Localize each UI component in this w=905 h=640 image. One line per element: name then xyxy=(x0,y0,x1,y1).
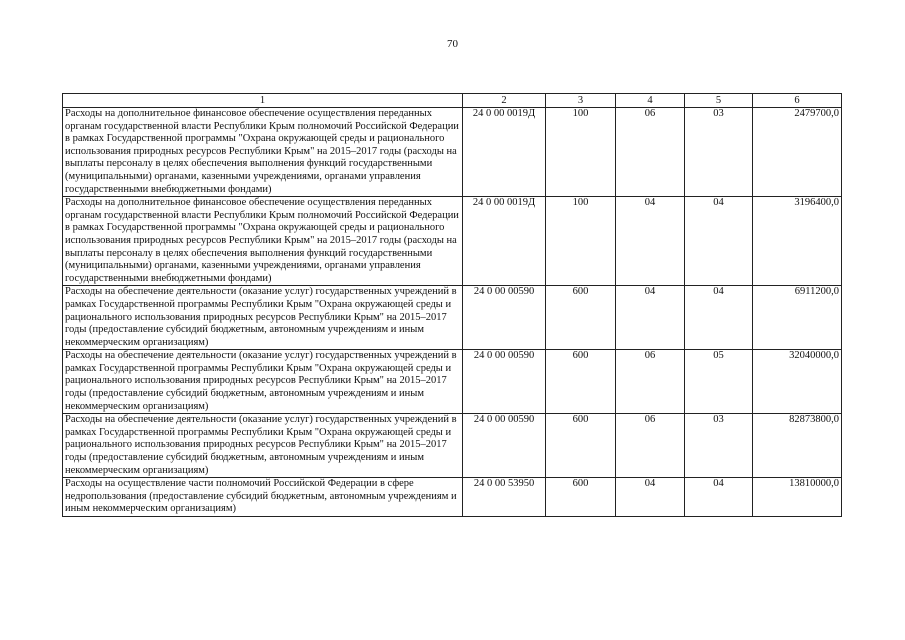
subsection-code: 04 xyxy=(685,478,753,517)
subsection-code: 04 xyxy=(685,286,753,350)
header-col-5: 5 xyxy=(685,94,753,108)
section-code: 04 xyxy=(616,197,685,286)
table-row xyxy=(63,414,842,478)
target-code: 24 0 00 53950 xyxy=(463,478,546,517)
table-row xyxy=(63,108,842,197)
expense-type: 100 xyxy=(546,197,616,286)
table-row xyxy=(63,350,842,414)
table-row xyxy=(63,197,842,286)
header-col-1: 1 xyxy=(63,94,463,108)
expense-name: Расходы на дополнительное финансовое обеспечение осуществления переданных органам государственной власти Республики Крым полномочий Российской Федерации в рамках Государственной программы "Охрана окружающей среды и рационального использования природных ресурсов Республики Крым" на 2015–2017 годы (расходы на выплаты персоналу в целях обеспечения выполнения функций государственными (муниципальными) органами, казенными учреждениями, органами управления государственными внебюджетными фондами) xyxy=(63,197,463,286)
header-col-3: 3 xyxy=(546,94,616,108)
expense-type: 100 xyxy=(546,108,616,197)
budget-table xyxy=(62,93,842,517)
expense-name: Расходы на осуществление части полномочий Российской Федерации в сфере недропользования (предоставление субсидий бюджетным, автономным учреждениям и иным некоммерческим организациям) xyxy=(63,478,463,517)
target-code: 24 0 00 0019Д xyxy=(463,197,546,286)
header-col-2: 2 xyxy=(463,94,546,108)
expense-type: 600 xyxy=(546,478,616,517)
expense-name: Расходы на обеспечение деятельности (оказание услуг) государственных учреждений в рамках Государственной программы Республики Крым "Охрана окружающей среды и рационального использования природных ресурсов Республики Крым" на 2015–2017 годы (предоставление субсидий бюджетным, автономным учреждениям и иным некоммерческим организациям) xyxy=(63,414,463,478)
header-row xyxy=(63,94,842,108)
amount: 2479700,0 xyxy=(753,108,842,197)
section-code: 04 xyxy=(616,286,685,350)
page-number: 70 xyxy=(447,38,458,50)
section-code: 04 xyxy=(616,478,685,517)
amount: 82873800,0 xyxy=(753,414,842,478)
subsection-code: 04 xyxy=(685,197,753,286)
subsection-code: 03 xyxy=(685,414,753,478)
target-code: 24 0 00 00590 xyxy=(463,286,546,350)
amount: 32040000,0 xyxy=(753,350,842,414)
amount: 6911200,0 xyxy=(753,286,842,350)
subsection-code: 05 xyxy=(685,350,753,414)
target-code: 24 0 00 00590 xyxy=(463,414,546,478)
target-code: 24 0 00 0019Д xyxy=(463,108,546,197)
expense-type: 600 xyxy=(546,286,616,350)
expense-type: 600 xyxy=(546,350,616,414)
table-row xyxy=(63,286,842,350)
amount: 3196400,0 xyxy=(753,197,842,286)
header-col-4: 4 xyxy=(616,94,685,108)
section-code: 06 xyxy=(616,414,685,478)
target-code: 24 0 00 00590 xyxy=(463,350,546,414)
expense-name: Расходы на дополнительное финансовое обеспечение осуществления переданных органам государственной власти Республики Крым полномочий Российской Федерации в рамках Государственной программы "Охрана окружающей среды и рационального использования природных ресурсов Республики Крым" на 2015–2017 годы (расходы на выплаты персоналу в целях обеспечения выполнения функций государственными (муниципальными) органами, казенными учреждениями, органами управления государственными внебюджетными фондами) xyxy=(63,108,463,197)
expense-type: 600 xyxy=(546,414,616,478)
amount: 13810000,0 xyxy=(753,478,842,517)
expense-name: Расходы на обеспечение деятельности (оказание услуг) государственных учреждений в рамках Государственной программы Республики Крым "Охрана окружающей среды и рационального использования природных ресурсов Республики Крым" на 2015–2017 годы (предоставление субсидий бюджетным, автономным учреждениям и иным некоммерческим организациям) xyxy=(63,350,463,414)
header-col-6: 6 xyxy=(753,94,842,108)
expense-name: Расходы на обеспечение деятельности (оказание услуг) государственных учреждений в рамках Государственной программы Республики Крым "Охрана окружающей среды и рационального использования природных ресурсов Республики Крым" на 2015–2017 годы (предоставление субсидий бюджетным, автономным учреждениям и иным некоммерческим организациям) xyxy=(63,286,463,350)
table-row xyxy=(63,478,842,517)
section-code: 06 xyxy=(616,108,685,197)
subsection-code: 03 xyxy=(685,108,753,197)
section-code: 06 xyxy=(616,350,685,414)
